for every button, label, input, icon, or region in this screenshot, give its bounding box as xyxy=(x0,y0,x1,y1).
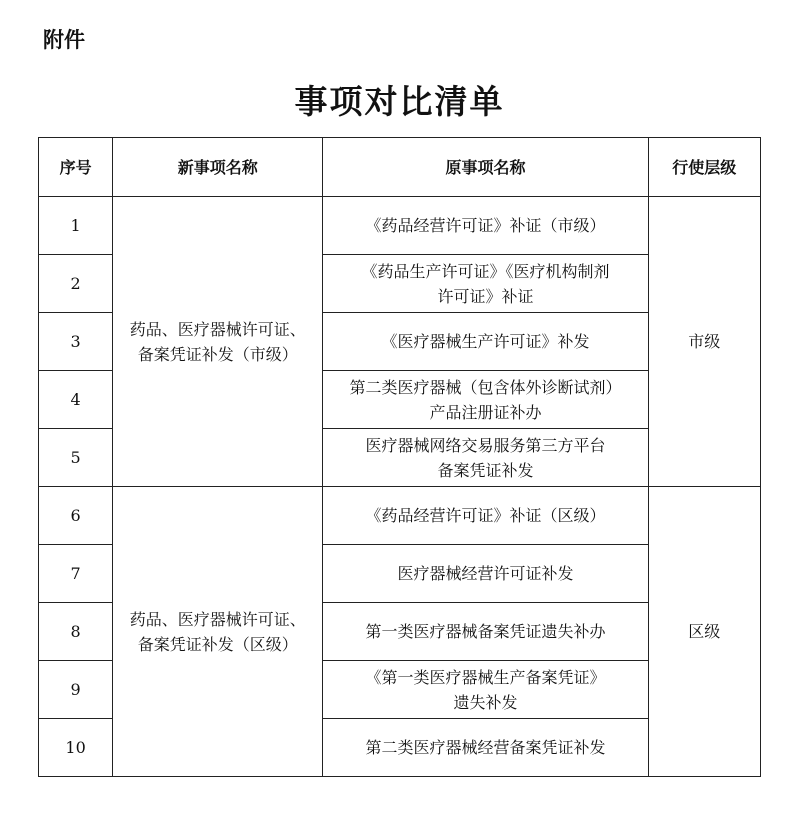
table-row xyxy=(39,487,761,545)
seq-cell: 6 xyxy=(39,487,113,545)
new-item-line: 备案凭证补发（区级） xyxy=(137,634,298,654)
original-item-line: 《药品经营许可证》补证（市级） xyxy=(365,216,606,235)
original-item-line: 《第一类医疗器械生产备案凭证》 xyxy=(365,667,606,687)
original-item-cell xyxy=(323,545,648,603)
level-cell: 区级 xyxy=(648,487,761,777)
table-header-row xyxy=(39,138,761,197)
seq-cell: 7 xyxy=(39,545,113,603)
seq-cell: 3 xyxy=(39,313,113,371)
original-item-cell xyxy=(323,371,648,429)
original-item-cell xyxy=(323,661,648,719)
seq-cell: 8 xyxy=(39,603,113,661)
original-item-cell xyxy=(323,487,648,545)
original-item-line: 第二类医疗器械（包含体外诊断试剂） xyxy=(349,377,622,397)
original-item-line: 许可证》补证 xyxy=(437,286,534,306)
original-item-line: 遗失补发 xyxy=(453,692,518,712)
seq-cell: 10 xyxy=(39,719,113,777)
new-item-cell xyxy=(113,487,323,777)
header-original-item: 原事项名称 xyxy=(323,138,648,197)
new-item-line: 备案凭证补发（市级） xyxy=(137,344,298,364)
header-level: 行使层级 xyxy=(648,138,761,197)
table-row xyxy=(39,197,761,255)
document-title: 事项对比清单 xyxy=(294,82,505,121)
original-item-cell xyxy=(323,603,648,661)
original-item-line: 第二类医疗器械经营备案凭证补发 xyxy=(365,738,606,757)
original-item-line: 《医疗器械生产许可证》补发 xyxy=(381,332,590,351)
seq-cell: 5 xyxy=(39,429,113,487)
new-item-line: 药品、医疗器械许可证、 xyxy=(129,609,306,629)
new-item-cell xyxy=(113,197,323,487)
original-item-line: 《药品生产许可证》《医疗机构制剂 xyxy=(361,261,610,281)
comparison-table xyxy=(38,137,761,777)
original-item-line: 医疗器械网络交易服务第三方平台 xyxy=(365,435,606,455)
seq-cell: 9 xyxy=(39,661,113,719)
original-item-line: 《药品经营许可证》补证（区级） xyxy=(365,506,606,525)
original-item-line: 第一类医疗器械备案凭证遗失补办 xyxy=(365,622,606,641)
new-item-line: 药品、医疗器械许可证、 xyxy=(129,319,306,339)
original-item-cell xyxy=(323,313,648,371)
original-item-line: 备案凭证补发 xyxy=(437,460,534,480)
seq-cell: 4 xyxy=(39,371,113,429)
original-item-line: 产品注册证补办 xyxy=(429,402,542,422)
seq-cell: 1 xyxy=(39,197,113,255)
attachment-label: 附件 xyxy=(43,28,85,52)
original-item-cell xyxy=(323,255,648,313)
original-item-cell xyxy=(323,719,648,777)
header-new-item: 新事项名称 xyxy=(113,138,323,197)
original-item-line: 医疗器械经营许可证补发 xyxy=(397,564,574,583)
original-item-cell xyxy=(323,197,648,255)
level-cell: 市级 xyxy=(648,197,761,487)
header-seq: 序号 xyxy=(39,138,113,197)
seq-cell: 2 xyxy=(39,255,113,313)
table-body xyxy=(39,197,761,777)
original-item-cell xyxy=(323,429,648,487)
